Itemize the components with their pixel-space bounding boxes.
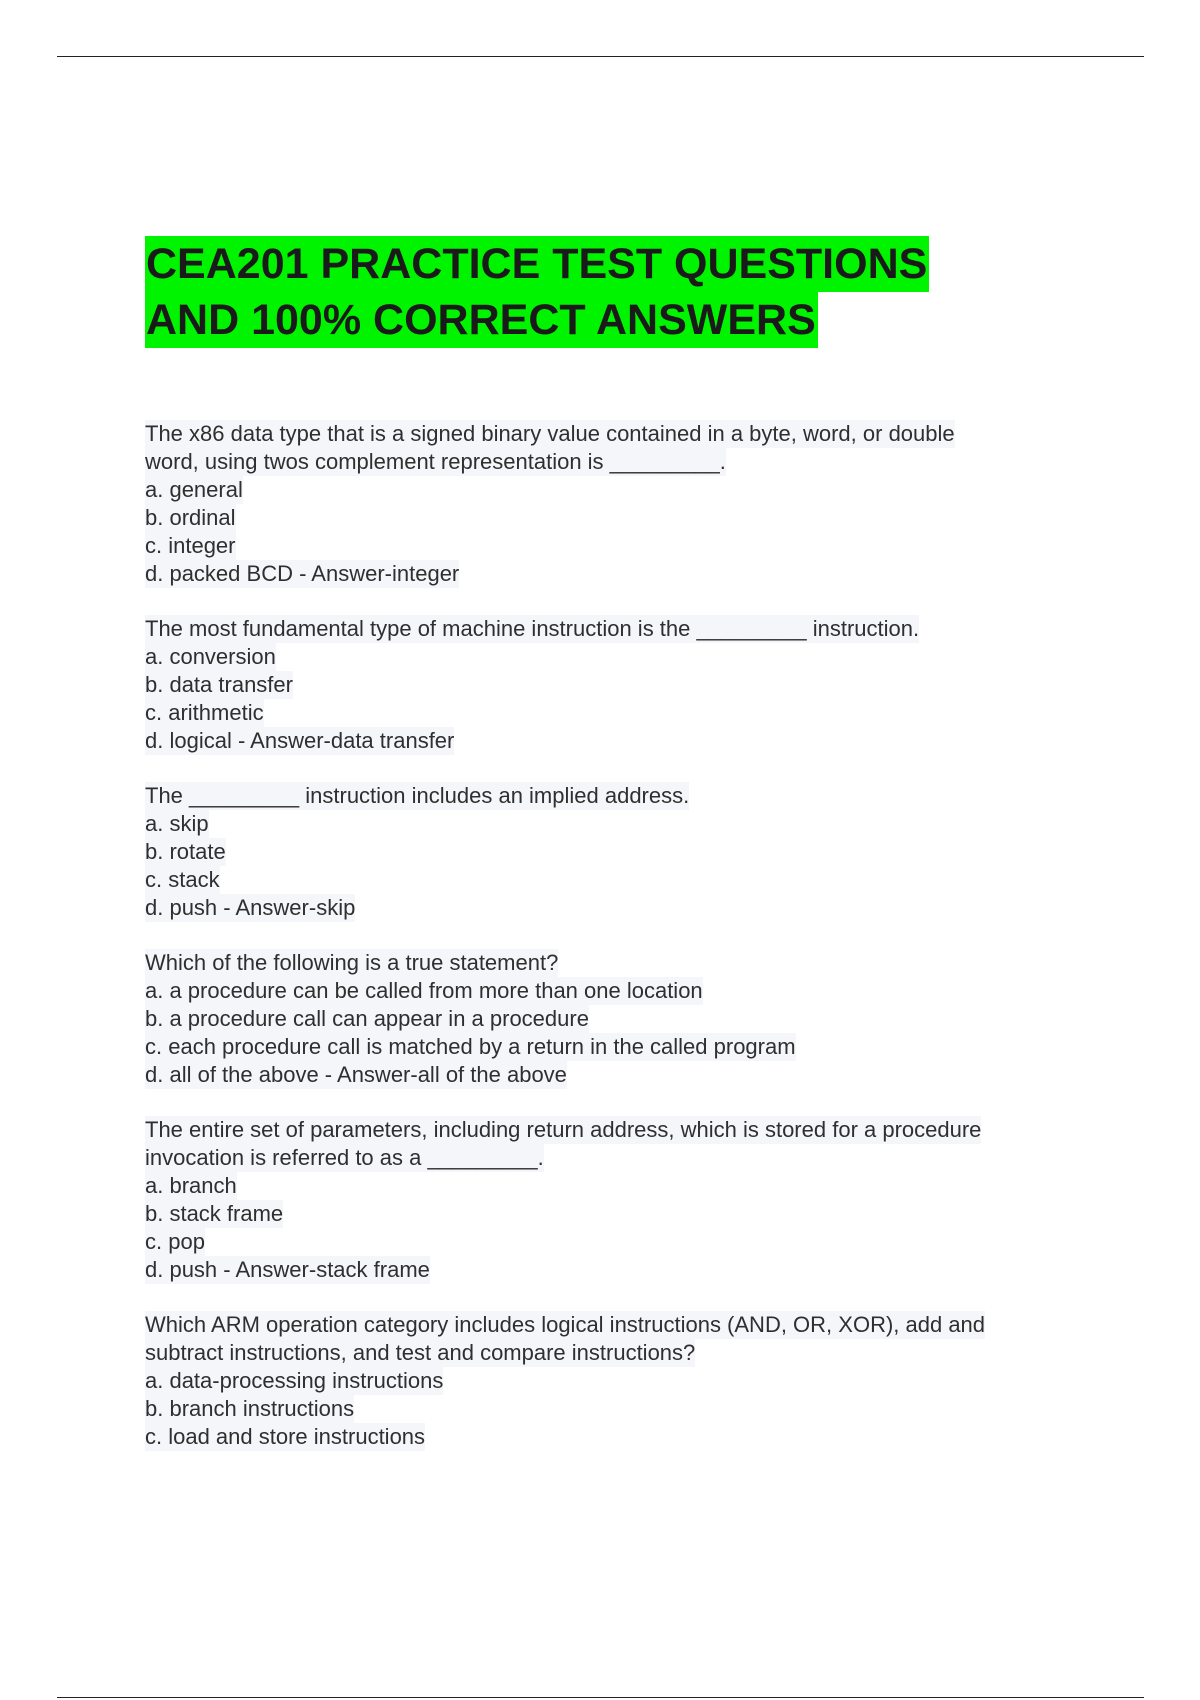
question-line-text: subtract instructions, and test and compare instructions? [145, 1340, 696, 1365]
question-block [145, 1116, 1075, 1284]
question-line-text: c. integer [145, 533, 236, 558]
question-block [145, 1311, 1075, 1451]
question-line [145, 532, 1075, 560]
question-text [145, 615, 1075, 643]
question-text [145, 949, 1075, 977]
question-line-text: d. logical - Answer-data transfer [145, 728, 455, 753]
question-line [145, 977, 1075, 1005]
question-line [145, 1256, 1075, 1284]
question-line-text: d. push - Answer-skip [145, 895, 356, 920]
question-line-text: d. push - Answer-stack frame [145, 1257, 430, 1282]
question-line-text: b. rotate [145, 839, 226, 864]
question-line [145, 448, 1075, 476]
question-line-text: a. data-processing instructions [145, 1368, 444, 1393]
question-block [145, 615, 1075, 755]
question-line [145, 671, 1075, 699]
question-line [145, 1144, 1075, 1172]
title-line-2: AND 100% CORRECT ANSWERS [145, 292, 818, 348]
question-block [145, 420, 1075, 588]
question-line [145, 1339, 1075, 1367]
question-line-text: b. data transfer [145, 672, 293, 697]
question-line [145, 1033, 1075, 1061]
question-block [145, 782, 1075, 922]
document-title [145, 236, 1085, 348]
question-line [145, 1423, 1075, 1451]
question-line-text: a. branch [145, 1173, 237, 1198]
question-line-text: a. conversion [145, 644, 276, 669]
footer-rule [57, 1697, 1144, 1698]
question-line-text: c. each procedure call is matched by a return in the called program [145, 1034, 796, 1059]
question-line [145, 1228, 1075, 1256]
question-line [145, 476, 1075, 504]
question-line-text: b. a procedure call can appear in a procedure [145, 1006, 589, 1031]
question-block [145, 949, 1075, 1089]
question-line [145, 1367, 1075, 1395]
question-line [145, 1061, 1075, 1089]
question-line [145, 1395, 1075, 1423]
question-line-text: b. branch instructions [145, 1396, 355, 1421]
question-line [145, 838, 1075, 866]
question-line [145, 894, 1075, 922]
question-line-text: c. load and store instructions [145, 1424, 426, 1449]
question-line [145, 643, 1075, 671]
questions-list [145, 420, 1075, 1478]
question-text [145, 782, 1075, 810]
question-line-text: Which of the following is a true statement? [145, 950, 559, 975]
question-line-text: The entire set of parameters, including return address, which is stored for a procedure [145, 1117, 982, 1142]
question-line-text: word, using twos complement representation is _________. [145, 449, 726, 474]
question-line [145, 866, 1075, 894]
question-line-text: c. stack [145, 867, 220, 892]
question-line-text: a. a procedure can be called from more than one location [145, 978, 703, 1003]
question-line-text: d. all of the above - Answer-all of the above [145, 1062, 567, 1087]
question-text [145, 1116, 1075, 1144]
question-text [145, 420, 1075, 448]
question-line-text: The x86 data type that is a signed binary value contained in a byte, word, or double [145, 421, 955, 446]
question-text [145, 1311, 1075, 1339]
question-line [145, 504, 1075, 532]
question-line [145, 810, 1075, 838]
question-line-text: The most fundamental type of machine instruction is the _________ instruction. [145, 616, 920, 641]
header-rule [57, 56, 1144, 57]
question-line-text: a. skip [145, 811, 209, 836]
question-line [145, 560, 1075, 588]
question-line [145, 727, 1075, 755]
question-line [145, 1200, 1075, 1228]
title-line-1: CEA201 PRACTICE TEST QUESTIONS [145, 236, 929, 292]
question-line [145, 1005, 1075, 1033]
question-line [145, 1172, 1075, 1200]
question-line [145, 699, 1075, 727]
question-line-text: c. pop [145, 1229, 205, 1254]
question-line-text: b. ordinal [145, 505, 236, 530]
question-line-text: a. general [145, 477, 243, 502]
question-line-text: The _________ instruction includes an implied address. [145, 783, 690, 808]
question-line-text: invocation is referred to as a _________. [145, 1145, 544, 1170]
question-line-text: c. arithmetic [145, 700, 264, 725]
question-line-text: Which ARM operation category includes logical instructions (AND, OR, XOR), add and [145, 1312, 986, 1337]
question-line-text: b. stack frame [145, 1201, 284, 1226]
question-line-text: d. packed BCD - Answer-integer [145, 561, 460, 586]
